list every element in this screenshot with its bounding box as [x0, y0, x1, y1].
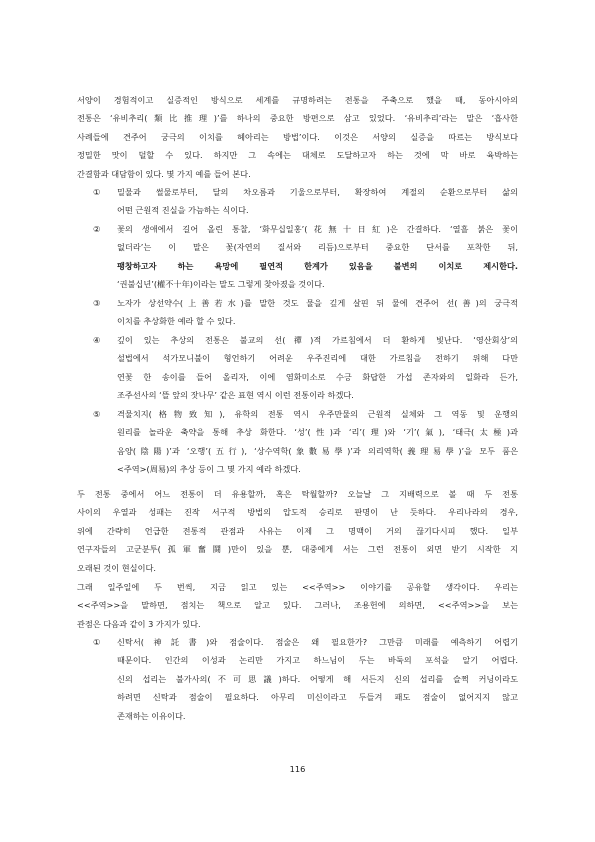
text-line: ‘권불십년’(權不十年)이라는 말도 그렇게 찾아졌을 것이다. — [117, 279, 325, 290]
text-line: 서양이 경험적이고 실증적인 방식으로 세계를 규명하려는 전통을 주축으로 했을 때, 동아시아의 — [77, 95, 518, 105]
list-number: ① — [93, 187, 101, 197]
list-number: ① — [93, 637, 101, 647]
comparison-paragraph — [77, 485, 518, 577]
text-line: 깊이 있는 추상의 전통은 불교의 선(禪)적 가르침에서 더 환하게 빛난다. ‘영산회상’의 — [117, 335, 518, 345]
text-line: 관점은 다음과 같이 3 가지가 있다. — [77, 618, 201, 629]
text-line: 연구자들의 고군분투(孤軍奮鬪)만이 있을 뿐, 대중에게 서는 그런 전통이 외면 받기 시작한 지 — [77, 544, 518, 555]
text-line: 이치를 추상화한 예라 할 수 있다. — [117, 316, 236, 327]
list-number: ⑤ — [93, 409, 101, 419]
intro-paragraph — [77, 91, 518, 183]
text-line: 사례들에 견주어 궁극의 이치를 헤아리는 방법’이다. 이것은 서양의 실증을 따르는 방식보다 — [77, 131, 518, 142]
text-line: 꽃의 생애에서 길어 올린 통찰, ‘화무십일홍’(花無十日紅)은 간결하다. ‘열흘 붉은 꽃이 — [117, 224, 518, 234]
text-line: 정밀한 맛이 덜할 수 있다. 하지만 그 속에는 대체로 도달하고자 하는 것에 막 바로 육박하는 — [77, 150, 518, 161]
list-number: ② — [93, 224, 101, 234]
text-line: 연꽃 한 송이를 들어 올리자, 이에 염화미소로 수긍 화답한 가섭 존자와의 일화라 든가, — [117, 371, 518, 382]
text-line: 사이의 우열과 성패는 진작 서구적 방법의 압도적 승리로 판명이 난 듯하다. 우리나라의 경우, — [77, 507, 518, 518]
text-line: 신탁서(神託書)와 점술이다. 점술은 왜 필요한가? 그만큼 미래를 예측하기 어렵기 — [117, 637, 518, 647]
list-number: ④ — [93, 335, 101, 345]
text-line: 음양(陰陽)’과 ‘오행’(五行), ‘상수역학(象數易學)’과 의리역학(義理易學)’을 모두 품은 — [117, 445, 518, 456]
text-line: 설법에서 석가모니불이 형언하기 어려운 우주진리에 대한 가르침을 전하기 위해 다만 — [117, 353, 518, 364]
text-line: 원리를 놀라운 축약을 통해 추상 화한다. ‘성’(性)과 ‘리’(理)와 ‘기’(氣), ‘태극(太極)과 — [117, 427, 518, 438]
text-line: <주역>(周易)의 추상 등이 그 몇 가지 예라 하겠다. — [117, 464, 301, 475]
text-line: 격물치지(格物致知), 유학의 전통 역시 우주만물의 근원적 실체와 그 역동 및 운행의 — [117, 409, 518, 419]
jouyi-paragraph — [77, 578, 518, 633]
text-line: 두 전통 중에서 어느 전통이 더 유용할까, 혹은 탁월할까? 오늘날 그 지배력으로 볼 때 두 전통 — [77, 489, 518, 499]
text-line: 그래 일주일에 두 번씩, 지금 읽고 있는 <<주역>> 이야기를 공유할 생각이다. 우리는 — [77, 582, 518, 592]
text-line: <<주역>>을 말하면, 점치는 책으로 알고 있다. 그러나, 조용헌에 의하면, <<주역>>을 보는 — [77, 600, 518, 611]
list-number: ③ — [93, 298, 101, 308]
text-line: 노자가 상선약수(上善若水)를 말한 것도 물을 깊게 살핀 뒤 물에 견주어 선(善)의 궁극적 — [117, 298, 518, 308]
text-line: 조주선사의 ‘뜰 앞의 잣나무’ 같은 표현 역시 이런 전통이라 하겠다. — [117, 390, 354, 401]
text-line: 신의 섭리는 불가사의(不可思議)하다. 어떻게 해 서든지 신의 섭리를 슬쩍 커닝이라도 — [117, 673, 518, 684]
text-line: 때문이다. 인간의 이성과 논리만 가지고 하느님이 두는 바둑의 포석을 알기 어렵다. — [117, 655, 518, 666]
bold-statement: 팽창하고자 하는 욕망에 필연적 한계가 있음을 불변의 이치로 제시한다. — [117, 260, 518, 271]
text-line: 어떤 근원적 진실을 가늠하는 식이다. — [117, 205, 249, 216]
text-line: 존재하는 이유이다. — [117, 710, 186, 721]
text-line: 오래된 것이 현실이다. — [77, 562, 156, 573]
text-line: 위에 간략히 언급한 전통적 관점과 사유는 이제 그 명맥이 거의 끊기다시피 했다. 일부 — [77, 525, 518, 536]
text-line: 전통은 ‘유비추리(類比推理)’를 하나의 중요한 방편으로 삼고 있었다. ‘유비추리’라는 말은 ‘흡사한 — [77, 113, 518, 124]
text-line: 없더라’는 이 말은 꽃(자연의 질서와 리듬)으로부터 중요한 단서를 포착한 뒤, — [117, 242, 518, 253]
text-line: 간결함과 대담함이 있다. 몇 가지 예를 들어 본다. — [77, 168, 251, 179]
text-line: 밀물과 썰물로부터, 달의 차오름과 기울으로부터, 확장하여 계절의 순환으로부터 삶의 — [117, 187, 518, 197]
text-line: 하려면 신탁과 점술이 필요하다. 아무리 미신이라고 두들겨 패도 점술이 없어지지 않고 — [117, 692, 518, 703]
page-number: 116 — [289, 764, 306, 774]
